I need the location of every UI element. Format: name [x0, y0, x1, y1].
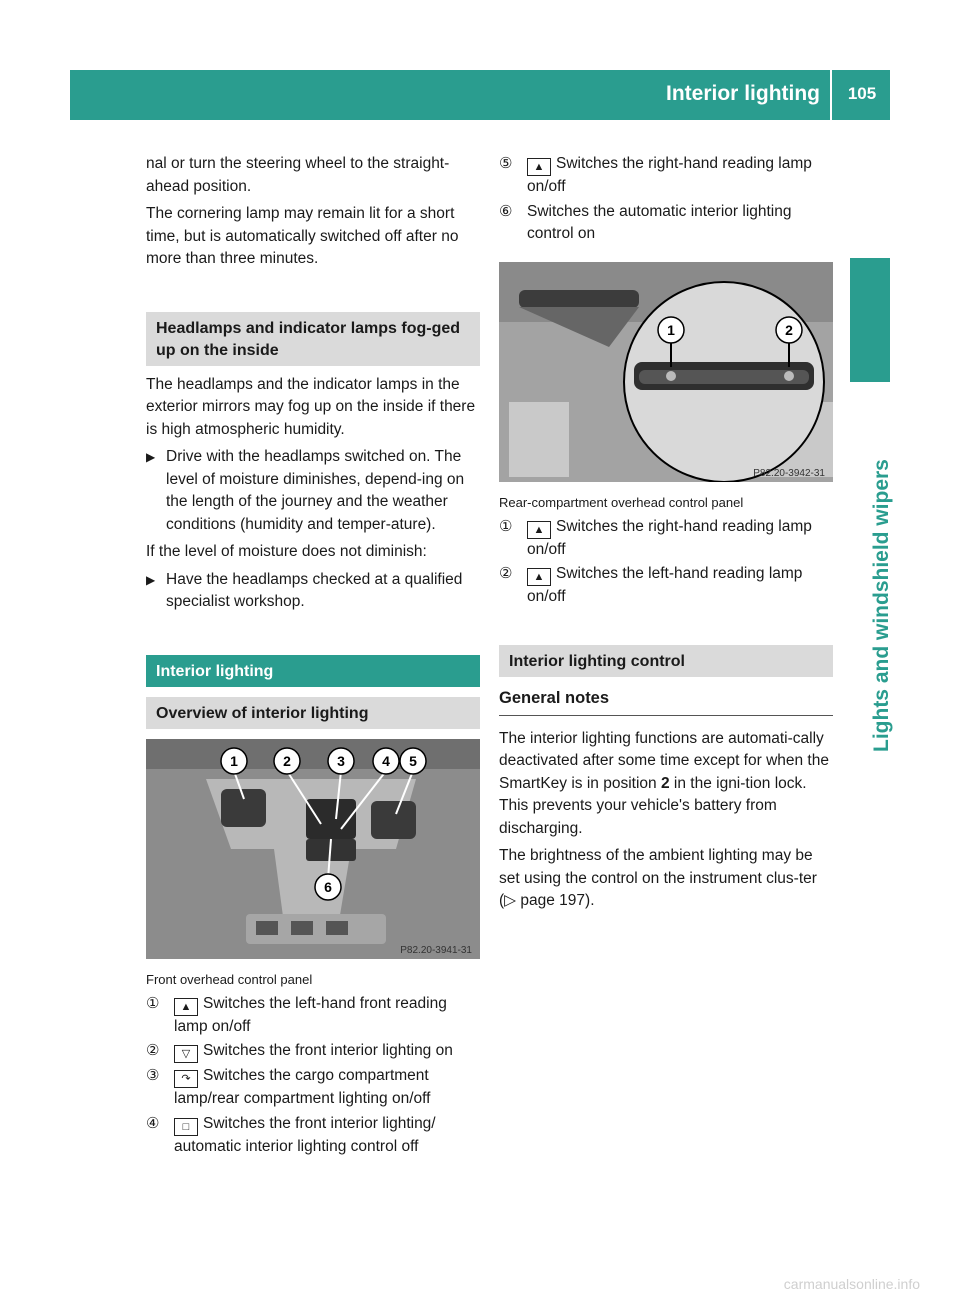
- callout-label: 2: [283, 752, 291, 769]
- item-number: ①: [499, 517, 513, 535]
- instruction-text: Drive with the headlamps switched on. The level of moisture diminishes, depend-ing on the length of the journey and the weather conditions (humidity and temper-ature).: [166, 448, 465, 533]
- callout-label: 5: [409, 752, 417, 769]
- arrow-icon: ▶: [146, 450, 156, 464]
- item-text: Switches the left-hand reading lamp on/off: [527, 565, 803, 605]
- list-item: [146, 1113, 480, 1159]
- section-heading: Interior lighting control: [499, 645, 833, 677]
- paragraph: If the level of moisture does not diminish:: [146, 543, 427, 560]
- item-text: Switches the right-hand reading lamp on/off: [527, 517, 812, 558]
- subsection-heading: Overview of interior lighting: [146, 697, 480, 729]
- item-number: ⑥: [499, 202, 513, 220]
- rear-overhead-panel-photo: [499, 262, 833, 482]
- header-divider: [830, 70, 832, 120]
- subsection-heading: General notes: [499, 687, 833, 716]
- callout-label: 1: [667, 321, 675, 338]
- item-text: Switches the right-hand reading lamp on/off: [527, 155, 812, 195]
- cargo-lamp-icon: ↷: [174, 1070, 198, 1088]
- photo-code: P82.20-3941-31: [400, 944, 472, 956]
- instruction-item: [146, 569, 480, 614]
- reading-lamp-icon: ▲: [174, 998, 198, 1016]
- instruction-item: [146, 446, 480, 536]
- item-number: ②: [499, 565, 513, 582]
- reading-lamp-icon: ▲: [527, 158, 551, 176]
- ignition-position: 2: [660, 774, 670, 792]
- page-header: [70, 70, 890, 120]
- list-item: [499, 153, 833, 199]
- photo-code: P82.20-3942-31: [753, 467, 825, 479]
- section-heading: Headlamps and indicator lamps fog-ged up on the inside: [146, 312, 480, 366]
- list-item: [499, 201, 833, 246]
- callout-label: 6: [324, 878, 332, 895]
- item-text: Switches the left-hand front reading lamp on/off: [174, 994, 447, 1035]
- callout-label: 2: [785, 321, 793, 338]
- item-number: ⑤: [499, 155, 513, 172]
- paragraph: [499, 728, 833, 841]
- figure-caption: Front overhead control panel: [146, 971, 313, 987]
- instruction-text: Have the headlamps checked at a qualified specialist workshop.: [166, 570, 463, 610]
- chapter-side-label: Lights and windshield wipers: [870, 459, 893, 752]
- reading-lamp-icon: ▲: [527, 521, 551, 539]
- figure-caption: Rear-compartment overhead control panel: [499, 494, 744, 510]
- paragraph: The cornering lamp may remain lit for a short time, but is automatically switched off after no more than three minutes.: [146, 205, 459, 267]
- callout-label: 3: [337, 752, 345, 769]
- lighting-off-icon: □: [174, 1118, 198, 1136]
- item-text: Switches the front interior lighting on: [203, 1042, 453, 1059]
- list-item: [146, 1065, 480, 1111]
- item-text: Switches the cargo compartment lamp/rear compartment lighting on/off: [174, 1067, 431, 1107]
- header-title: Interior lighting: [666, 82, 820, 105]
- paragraph-text: in the igni-tion lock. This prevents your vehicle's battery from discharging.: [499, 774, 807, 837]
- paragraph-text: The interior lighting functions are automati-cally deactivated after some time except for when the SmartKey is in position: [499, 729, 829, 792]
- watermark: carmanualsonline.info: [783, 1276, 920, 1292]
- list-item: [146, 1040, 480, 1063]
- paragraph: nal or turn the steering wheel to the straight-ahead position.: [146, 155, 450, 195]
- paragraph: The brightness of the ambient lighting may be set using the control on the instrument clus-ter (▷ page 197).: [499, 847, 817, 909]
- left-column: [146, 153, 480, 1160]
- list-item: [146, 993, 480, 1039]
- item-number: ②: [146, 1042, 160, 1059]
- front-overhead-panel-photo: [146, 739, 480, 959]
- page-number: 105: [847, 84, 877, 103]
- arrow-icon: ▶: [146, 572, 156, 587]
- item-number: ④: [146, 1114, 160, 1132]
- list-item: [499, 563, 833, 609]
- interior-light-icon: ▽: [174, 1045, 198, 1063]
- section-heading: Interior lighting: [146, 655, 480, 687]
- list-item: [499, 516, 833, 562]
- item-number: ③: [146, 1067, 160, 1084]
- reading-lamp-icon: ▲: [527, 568, 551, 586]
- chapter-tab: [850, 258, 890, 382]
- paragraph: The headlamps and the indicator lamps in the exterior mirrors may fog up on the inside if there is high atmospheric humidity.: [146, 375, 476, 438]
- callout-label: 1: [230, 752, 238, 769]
- item-text: Switches the front interior lighting/ automatic interior lighting control off: [174, 1114, 436, 1155]
- item-number: ①: [146, 994, 160, 1012]
- right-column: [499, 153, 833, 918]
- callout-label: 4: [382, 752, 390, 769]
- item-text: Switches the automatic interior lighting control on: [527, 202, 792, 242]
